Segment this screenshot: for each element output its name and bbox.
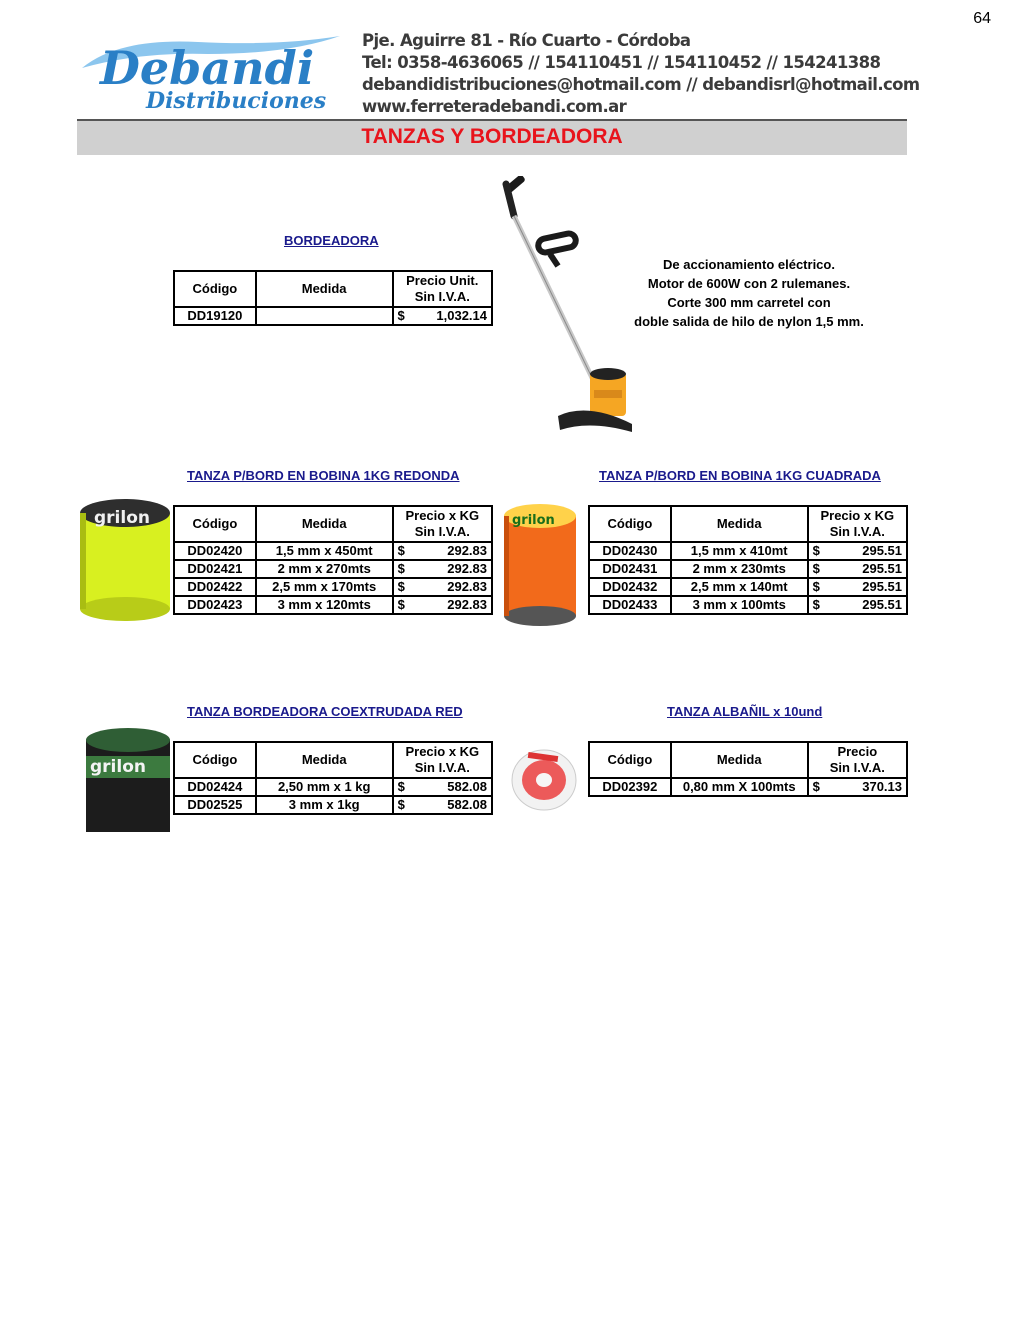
address: Pje. Aguirre 81 - Río Cuarto - Córdoba (362, 31, 691, 50)
header-codigo: Código (589, 742, 671, 778)
cell-medida: 2 mm x 230mts (671, 560, 808, 578)
section-title-tanza-coextrudada[interactable]: TANZA BORDEADORA COEXTRUDADA RED (187, 704, 463, 719)
table-row (589, 578, 907, 596)
section-title-bordeadora[interactable]: BORDEADORA (284, 233, 379, 248)
section-title-tanza-albanil[interactable]: TANZA ALBAÑIL x 10und (667, 704, 823, 719)
orange-spool-image (500, 500, 580, 630)
header-codigo: Código (174, 506, 256, 542)
cell-precio: $ 295.51 (808, 560, 907, 578)
bordeadora-description: De accionamiento eléctrico. Motor de 600W con 2 rulemanes. Corte 300 mm carretel con doble salida de hilo de nylon 1,5 mm. (634, 257, 864, 329)
section-title-tanza-redonda[interactable]: TANZA P/BORD EN BOBINA 1KG REDONDA (187, 468, 460, 483)
phones: Tel: 0358-4636065 // 154110451 // 154110452 // 154241388 (362, 53, 881, 72)
table-row (174, 560, 492, 578)
cell-precio: $ 292.83 (393, 542, 492, 560)
cell-medida: 2,50 mm x 1 kg (256, 778, 393, 796)
logo-secondary-text: Distribuciones (146, 88, 327, 112)
table-tanza-coextrudada (173, 741, 493, 815)
category-banner (77, 119, 907, 155)
table-tanza-cuadrada (588, 505, 908, 615)
table-row (174, 778, 492, 796)
spool-brand-text: grilon (90, 757, 146, 777)
header-precio: Precio x KG Sin I.V.A. (393, 742, 492, 778)
cell-codigo: DD19120 (174, 307, 256, 325)
cell-medida: 1,5 mm x 450mt (256, 542, 393, 560)
contact-block (362, 30, 920, 118)
spool-brand-text: grilon (512, 513, 555, 528)
header-precio: Precio x KG Sin I.V.A. (393, 506, 492, 542)
cell-precio: $ 1,032.14 (393, 307, 492, 325)
cell-codigo: DD02423 (174, 596, 256, 614)
cell-precio: $ 370.13 (808, 778, 907, 796)
header-precio: Precio x KG Sin I.V.A. (808, 506, 907, 542)
header-medida: Medida (256, 271, 393, 307)
cell-medida: 3 mm x 100mts (671, 596, 808, 614)
table-row (589, 560, 907, 578)
spool-brand-text: grilon (94, 508, 150, 528)
header-medida: Medida (671, 506, 808, 542)
website[interactable]: www.ferreteradebandi.com.ar (362, 97, 627, 116)
table-row (174, 596, 492, 614)
table-row (174, 542, 492, 560)
cell-precio: $ 292.83 (393, 560, 492, 578)
black-spool-image (86, 726, 170, 832)
cell-codigo: DD02431 (589, 560, 671, 578)
cell-precio: $ 292.83 (393, 578, 492, 596)
cell-precio: $ 295.51 (808, 596, 907, 614)
table-bordeadora (173, 270, 493, 326)
table-header-row (174, 506, 492, 542)
table-tanza-albanil (588, 741, 908, 797)
header-medida: Medida (256, 506, 393, 542)
cell-medida: 2,5 mm x 170mts (256, 578, 393, 596)
header-precio: Precio Sin I.V.A. (808, 742, 907, 778)
table-row (589, 596, 907, 614)
table-header-row (589, 506, 907, 542)
header-medida: Medida (256, 742, 393, 778)
header-precio: Precio Unit. Sin I.V.A. (393, 271, 492, 307)
yellow-spool-image (80, 495, 170, 623)
cell-codigo: DD02420 (174, 542, 256, 560)
cell-medida: 2 mm x 270mts (256, 560, 393, 578)
mason-line-spool-image (508, 740, 580, 818)
cell-precio: $ 295.51 (808, 542, 907, 560)
header-medida: Medida (671, 742, 808, 778)
cell-codigo: DD02430 (589, 542, 671, 560)
header-codigo: Código (589, 506, 671, 542)
header-codigo: Código (174, 271, 256, 307)
table-row (174, 796, 492, 814)
cell-codigo: DD02525 (174, 796, 256, 814)
table-row (589, 542, 907, 560)
cell-medida: 0,80 mm X 100mts (671, 778, 808, 796)
cell-codigo: DD02433 (589, 596, 671, 614)
table-header-row (174, 742, 492, 778)
table-row (589, 778, 907, 796)
cell-medida: 2,5 mm x 140mt (671, 578, 808, 596)
table-row (174, 578, 492, 596)
header-codigo: Código (174, 742, 256, 778)
cell-medida: 3 mm x 1kg (256, 796, 393, 814)
cell-precio: $ 295.51 (808, 578, 907, 596)
cell-medida: 3 mm x 120mts (256, 596, 393, 614)
table-header-row (589, 742, 907, 778)
table-row (174, 307, 492, 325)
page-number: 64 (973, 10, 991, 27)
cell-precio: $ 292.83 (393, 596, 492, 614)
cell-precio: $ 582.08 (393, 796, 492, 814)
cell-medida: 1,5 mm x 410mt (671, 542, 808, 560)
emails: debandidistribuciones@hotmail.com // debandisrl@hotmail.com (362, 75, 920, 94)
cell-medida (256, 307, 393, 325)
table-tanza-redonda (173, 505, 493, 615)
cell-codigo: DD02422 (174, 578, 256, 596)
section-title-tanza-cuadrada[interactable]: TANZA P/BORD EN BOBINA 1KG CUADRADA (599, 468, 881, 483)
category-title: TANZAS Y BORDEADORA (361, 125, 623, 148)
cell-codigo: DD02432 (589, 578, 671, 596)
table-header-row (174, 271, 492, 307)
cell-codigo: DD02424 (174, 778, 256, 796)
cell-codigo: DD02421 (174, 560, 256, 578)
cell-precio: $ 582.08 (393, 778, 492, 796)
logo-primary-text: Debandi (100, 41, 315, 95)
debandi-logo (78, 28, 348, 112)
cell-codigo: DD02392 (589, 778, 671, 796)
